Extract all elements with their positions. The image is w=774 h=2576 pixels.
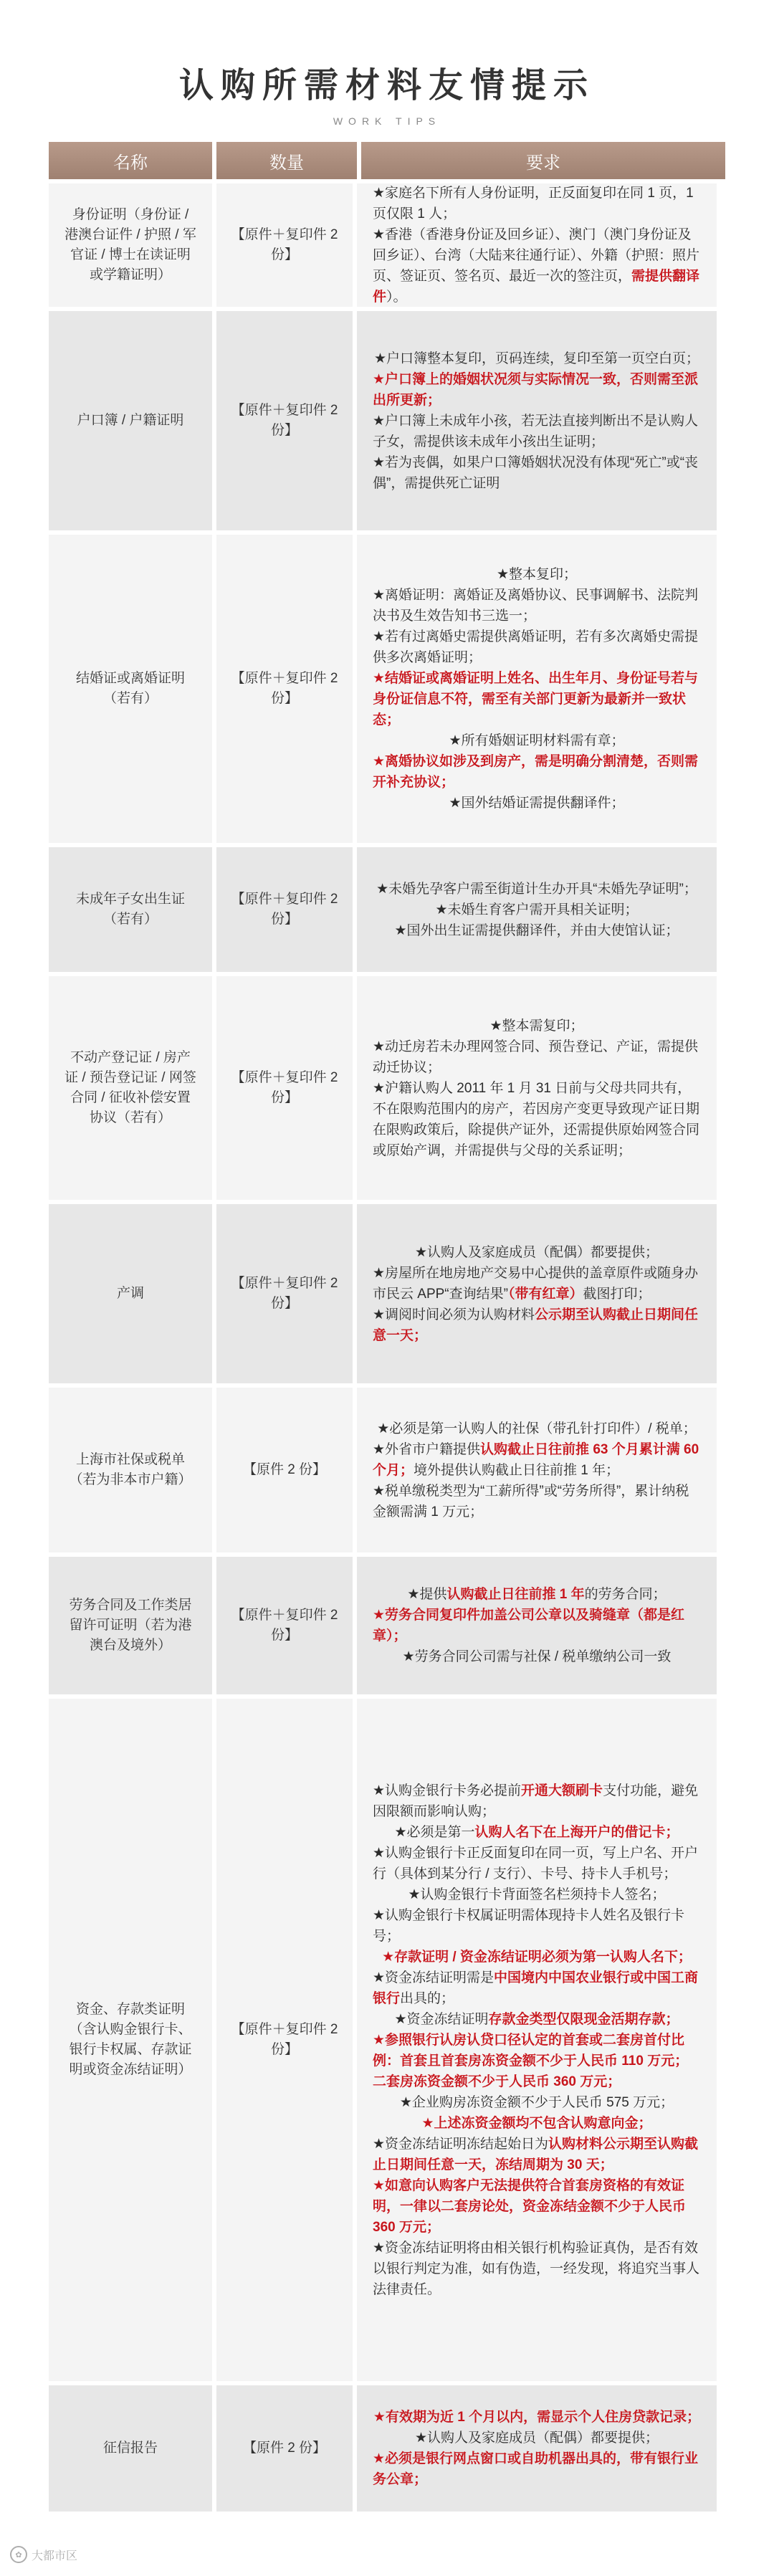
requirement-text: ★如意向认购客户无法提供符合首套房资格的有效证明，一律以二套房论处，资金冻结金额不少于人民币 360 万元； bbox=[373, 2177, 687, 2235]
requirement-item bbox=[373, 2134, 701, 2175]
requirement-item bbox=[373, 1905, 701, 1947]
requirement-item bbox=[373, 1078, 701, 1161]
requirement-text-end: 境外提供认购截止日往前推 1 年； bbox=[414, 1462, 620, 1478]
row-name-cell: 未成年子女出生证（若有） bbox=[49, 847, 212, 972]
page-title: 认购所需材料友情提示 bbox=[178, 65, 595, 105]
requirement-item bbox=[373, 1605, 701, 1646]
requirement-text: ★动迁房若未办理网签合同、预告登记、产证，需提供动迁协议； bbox=[373, 1039, 699, 1075]
requirement-item bbox=[373, 626, 701, 668]
watermark-text: 大都市区 bbox=[32, 2549, 78, 2562]
row-name-cell: 身份证明（身份证 / 港澳台证件 / 护照 / 军官证 / 博士在读证明或学籍证明） bbox=[49, 183, 212, 307]
requirement-item bbox=[373, 452, 701, 494]
requirement-item bbox=[373, 2448, 701, 2490]
requirement-item bbox=[403, 1646, 672, 1667]
requirement-text: ★必须是第一认购人的社保（带孔针打印件）/ 税单； bbox=[377, 1421, 697, 1436]
table-body bbox=[49, 179, 725, 2511]
requirement-item bbox=[373, 1439, 701, 1481]
row-qty-cell: 【原件＋复印件 2 份】 bbox=[212, 1557, 353, 1694]
row-qty-cell: 【原件＋复印件 2 份】 bbox=[212, 311, 353, 530]
requirement-item bbox=[373, 1967, 701, 2009]
requirement-text: ★香港（香港身份证及回乡证）、澳门（澳门身份证及回乡证）、台湾（大陆来往通行证）、外籍（护照：照片页、签证页、签名页、最近一次的签注页， bbox=[373, 227, 700, 284]
requirement-item bbox=[373, 585, 701, 626]
requirement-text: ★认购金银行卡背面签名栏须持卡人签名； bbox=[408, 1886, 666, 1902]
requirement-text: ★若为丧偶，如果户口簿婚姻状况没有体现“死亡”或“丧偶”，需提供死亡证明 bbox=[373, 454, 699, 491]
column-header-req: 要求 bbox=[357, 142, 725, 179]
row-name-cell: 劳务合同及工作类居留许可证明（若为港澳台及境外） bbox=[49, 1557, 212, 1694]
row-qty-cell: 【原件＋复印件 2 份】 bbox=[212, 183, 353, 307]
requirement-item bbox=[382, 1947, 692, 1967]
requirement-item bbox=[415, 1242, 659, 1263]
requirement-item bbox=[373, 1263, 701, 1304]
requirement-item bbox=[374, 348, 699, 369]
row-req-cell bbox=[353, 847, 717, 972]
row-req-cell bbox=[353, 1204, 717, 1383]
table-row bbox=[49, 1383, 725, 1552]
requirement-text: ★认购金银行卡正反面复印在同一页，写上户名、开户行（具体到某分行 / 支行）、卡号、持卡人手机号； bbox=[373, 1845, 699, 1881]
requirement-highlight: 认购截止日往前推 1 年 bbox=[446, 1587, 585, 1602]
row-req-cell bbox=[353, 311, 717, 530]
requirement-item bbox=[373, 369, 701, 411]
requirement-item bbox=[373, 2238, 701, 2300]
row-name-cell: 征信报告 bbox=[49, 2385, 212, 2511]
row-req-cell bbox=[353, 1557, 717, 1694]
table-row bbox=[49, 843, 725, 972]
row-qty-cell: 【原件＋复印件 2 份】 bbox=[212, 1204, 353, 1383]
requirement-item bbox=[373, 1780, 701, 1822]
requirement-highlight: 中国境内中国农业银行或中国工商银行 bbox=[373, 1970, 699, 2006]
row-name-cell: 结婚证或离婚证明（若有） bbox=[49, 535, 212, 843]
watermark-logo-icon: ✿ bbox=[10, 2546, 27, 2563]
requirement-item bbox=[373, 183, 701, 224]
requirement-item bbox=[421, 2113, 651, 2134]
requirement-text: ★房屋所在地房地产交易中心提供的盖章原件或随身办市民云 APP“查询结果” bbox=[373, 1265, 699, 1302]
requirement-highlight: 开通大额刷卡 bbox=[521, 1783, 603, 1798]
requirement-text: ★整本复印； bbox=[496, 567, 578, 582]
row-name-cell: 不动产登记证 / 房产证 / 预告登记证 / 网签合同 / 征收补偿安置协议（若有） bbox=[49, 976, 212, 1200]
requirement-item bbox=[408, 1884, 665, 1905]
requirement-item bbox=[376, 879, 697, 900]
page-subtitle: WORK TIPS bbox=[333, 115, 441, 127]
row-name-cell: 上海市社保或税单（若为非本市户籍） bbox=[49, 1388, 212, 1552]
row-qty-cell: 【原件＋复印件 2 份】 bbox=[212, 1699, 353, 2381]
requirement-item bbox=[373, 2030, 701, 2092]
requirement-text: ★资金冻结证明 bbox=[394, 2011, 489, 2027]
requirement-text: ★沪籍认购人 2011 年 1 月 31 日前与父母共同共有，不在限购范围内的房产，若因房产变更导致现产证日期在限购政策后，除提供产证外，还需提供原始网签合同或原始产调，并需提供与父母的关系证明； bbox=[373, 1080, 700, 1158]
requirement-text: ★资金冻结证明需是 bbox=[373, 1970, 494, 1985]
requirement-highlight: 需提供翻译件 bbox=[373, 269, 700, 305]
requirement-item bbox=[373, 1036, 701, 1078]
table-row bbox=[49, 972, 725, 1200]
requirement-item bbox=[373, 2407, 700, 2428]
requirement-text: ★家庭名下所有人身份证明，正反面复印在同 1 页，1 页仅限 1 人； bbox=[373, 186, 694, 221]
requirement-text: ★有效期为近 1 个月以内，需显示个人住房贷款记录； bbox=[373, 2410, 701, 2425]
requirement-item bbox=[489, 1016, 583, 1036]
row-qty-cell: 【原件 2 份】 bbox=[212, 2385, 353, 2511]
requirement-text-end: 的劳务合同； bbox=[584, 1587, 666, 1602]
requirement-item bbox=[449, 793, 624, 814]
requirement-text: ★认购人及家庭成员（配偶）都要提供； bbox=[414, 1244, 659, 1260]
table-row bbox=[49, 2381, 725, 2511]
row-req-cell bbox=[353, 1699, 717, 2381]
row-qty-cell: 【原件＋复印件 2 份】 bbox=[212, 847, 353, 972]
requirement-text: ★国外出生证需提供翻译件，并由大使馆认证； bbox=[394, 922, 679, 938]
requirement-text: ★户口簿整本复印，页码连续，复印至第一页空白页； bbox=[373, 350, 700, 366]
requirement-text: ★资金冻结证明将由相关银行机构验证真伪，是否有效以银行判定为准，如有伪造，一经发现，将追究当事人法律责任。 bbox=[373, 2240, 700, 2297]
requirement-item bbox=[373, 224, 701, 307]
table-row bbox=[49, 179, 725, 307]
requirement-text: ★未婚先孕客户需至街道计生办开具“未婚先孕证明”； bbox=[376, 881, 697, 897]
row-req-cell bbox=[353, 1388, 717, 1552]
requirement-text: ★劳务合同公司需与社保 / 税单缴纳公司一致 bbox=[402, 1649, 672, 1664]
requirement-item bbox=[373, 2175, 701, 2238]
requirement-text: ★税单缴税类型为“工薪所得”或“劳务所得”，累计纳税金额需满 1 万元； bbox=[373, 1483, 689, 1520]
requirement-item bbox=[394, 1822, 679, 1843]
row-req-cell bbox=[353, 535, 717, 843]
requirement-item bbox=[373, 1304, 701, 1346]
table-row bbox=[49, 1694, 725, 2381]
requirement-item bbox=[435, 900, 638, 920]
requirement-text: ★必须是银行网点窗口或自助机器出具的，带有银行业务公章； bbox=[373, 2451, 699, 2487]
requirement-text: ★企业购房冻资金额不少于人民币 575 万元； bbox=[399, 2094, 674, 2110]
requirement-text: ★离婚协议如涉及到房产，需是明确分割清楚，否则需开补充协议； bbox=[373, 754, 699, 790]
requirement-text: ★离婚证明：离婚证及离婚协议、民事调解书、法院判决书及生效告知书三选一； bbox=[373, 588, 699, 624]
requirement-text: ★资金冻结证明冻结起始日为 bbox=[373, 2136, 549, 2152]
requirement-text: ★参照银行认房认贷口径认定的首套或二套房首付比例：首套且首套房冻资金额不少于人民币 110 万元；二套房冻资金额不少于人民币 360 万元； bbox=[373, 2032, 689, 2089]
requirement-text: ★所有婚姻证明材料需有章； bbox=[449, 733, 625, 748]
requirement-text: ★认购金银行卡务必提前 bbox=[373, 1783, 522, 1798]
requirement-text: ★未婚生育客户需开具相关证明； bbox=[435, 902, 639, 917]
requirement-item bbox=[373, 1843, 701, 1884]
row-req-cell bbox=[353, 2385, 717, 2511]
requirement-highlight: 认购截止日往前推 63 个月累计满 60 个月； bbox=[373, 1441, 699, 1478]
requirement-item bbox=[373, 668, 701, 730]
row-qty-cell: 【原件＋复印件 2 份】 bbox=[212, 535, 353, 843]
row-qty-cell: 【原件 2 份】 bbox=[212, 1388, 353, 1552]
requirement-text-end: 支付功能，避免因限额而影响认购； bbox=[373, 1783, 699, 1819]
requirement-text: ★提供 bbox=[407, 1587, 447, 1602]
requirement-item bbox=[415, 2428, 659, 2448]
row-name-cell: 户口簿 / 户籍证明 bbox=[49, 311, 212, 530]
row-req-cell bbox=[353, 183, 717, 307]
requirement-text: ★认购金银行卡权属证明需体现持卡人姓名及银行卡号； bbox=[373, 1907, 685, 1944]
requirement-text-end: 出具的； bbox=[400, 1990, 455, 2006]
requirement-text: ★国外结婚证需提供翻译件； bbox=[449, 796, 625, 811]
requirement-text: ★上述冻资金额均不包含认购意向金； bbox=[421, 2115, 652, 2131]
requirement-text-end: ）。 bbox=[386, 290, 407, 305]
requirement-text: ★调阅时间必须为认购材料 bbox=[373, 1307, 535, 1322]
requirement-item bbox=[497, 564, 577, 585]
requirement-text: ★结婚证或离婚证明上姓名、出生年月、身份证号若与身份证信息不符，需至有关部门更新为最新并一致状态； bbox=[373, 671, 699, 728]
requirement-text: ★必须是第一 bbox=[394, 1824, 475, 1840]
requirement-item bbox=[400, 2092, 674, 2113]
table-row bbox=[49, 1552, 725, 1694]
requirement-text: ★外省市户籍提供 bbox=[373, 1441, 481, 1457]
table-row bbox=[49, 1200, 725, 1383]
table-row bbox=[49, 307, 725, 530]
row-name-cell: 资金、存款类证明（含认购金银行卡、银行卡权属、存款证明或资金冻结证明） bbox=[49, 1699, 212, 2381]
requirement-item bbox=[373, 411, 701, 452]
requirement-text: ★存款证明 / 资金冻结证明必须为第一认购人名下； bbox=[382, 1949, 692, 1965]
materials-table bbox=[49, 142, 725, 2511]
requirement-text-end: 截图打印； bbox=[583, 1286, 651, 1302]
row-name-cell: 产调 bbox=[49, 1204, 212, 1383]
requirement-highlight: 存款金类型仅限现金活期存款； bbox=[488, 2011, 679, 2027]
requirement-text: ★户口簿上未成年小孩，若无法直接判断出不是认购人子女，需提供该未成年小孩出生证明； bbox=[373, 413, 699, 449]
requirement-item bbox=[377, 1418, 697, 1439]
requirement-highlight: 认购材料公示期至认购截止日期间任意一天，冻结周期为 30 天； bbox=[373, 2136, 699, 2172]
requirement-text: ★若有过离婚史需提供离婚证明，若有多次离婚史需提供多次离婚证明； bbox=[373, 629, 699, 665]
requirement-item bbox=[394, 920, 679, 941]
requirement-highlight: （带有红章） bbox=[507, 1286, 583, 1302]
requirement-item bbox=[407, 1584, 666, 1605]
requirement-item bbox=[394, 2009, 679, 2030]
requirement-text: ★认购人及家庭成员（配偶）都要提供； bbox=[414, 2430, 659, 2446]
requirement-highlight: 公示期至认购截止日期间任意一天； bbox=[373, 1307, 699, 1343]
requirement-item bbox=[373, 751, 701, 793]
requirement-text: ★整本需复印； bbox=[489, 1018, 584, 1034]
row-qty-cell: 【原件＋复印件 2 份】 bbox=[212, 976, 353, 1200]
requirement-highlight: 认购人名下在上海开户的借记卡； bbox=[474, 1824, 679, 1840]
table-header bbox=[49, 142, 725, 179]
row-req-cell bbox=[353, 976, 717, 1200]
requirement-item bbox=[449, 730, 624, 751]
table-row bbox=[49, 530, 725, 843]
column-header-name: 名称 bbox=[49, 142, 212, 179]
column-header-qty: 数量 bbox=[212, 142, 357, 179]
watermark bbox=[10, 2546, 77, 2563]
header bbox=[0, 0, 774, 127]
requirement-item bbox=[373, 1481, 701, 1522]
requirement-text: ★户口簿上的婚姻状况须与实际情况一致，否则需至派出所更新； bbox=[373, 371, 699, 408]
requirement-text: ★劳务合同复印件加盖公司公章以及骑缝章（都是红章）； bbox=[373, 1608, 685, 1644]
